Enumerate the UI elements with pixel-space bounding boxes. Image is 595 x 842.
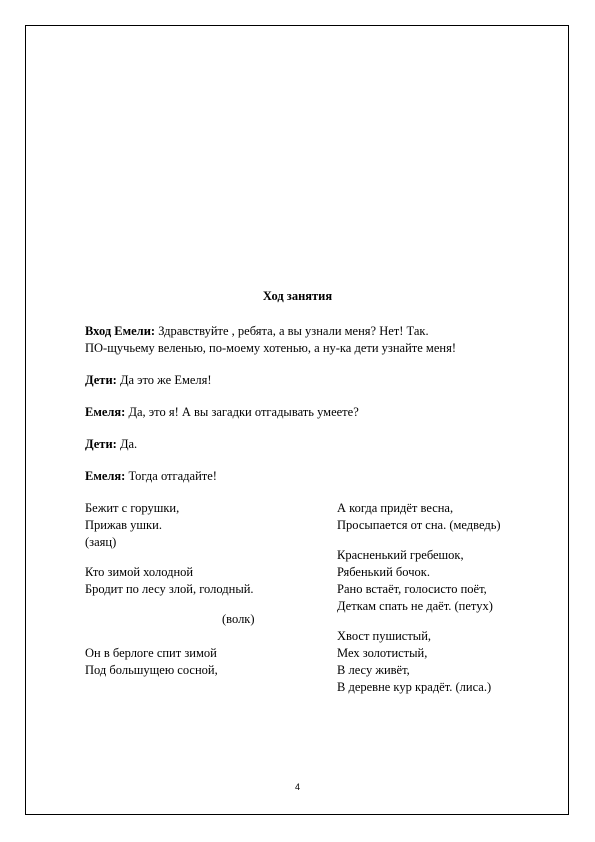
riddle-answer: (заяц) bbox=[85, 535, 117, 549]
riddle-line: Рябенький бочок. bbox=[337, 565, 430, 579]
speech-text: Тогда отгадайте! bbox=[125, 469, 217, 483]
riddle-line: Прижав ушки. bbox=[85, 518, 162, 532]
riddle-line: Хвост пушистый, bbox=[337, 629, 432, 643]
riddle-line: В деревне кур крадёт. (лиса.) bbox=[337, 680, 492, 694]
riddle-line: Мех золотистый, bbox=[337, 646, 428, 660]
dialogue-line bbox=[85, 323, 429, 340]
speaker-label: Дети: bbox=[85, 373, 117, 387]
riddle-line: Бежит с горушки, bbox=[85, 501, 180, 515]
riddle-line: Под большущею сосной, bbox=[85, 663, 218, 677]
riddle-line: Деткам спать не даёт. (петух) bbox=[337, 599, 493, 613]
speech-text: Да, это я! А вы загадки отгадывать умеете? bbox=[125, 405, 359, 419]
speech-text: Здравствуйте , ребята, а вы узнали меня? Нет! Так. bbox=[155, 324, 429, 338]
speaker-label: Емеля: bbox=[85, 405, 126, 419]
page-number: 4 bbox=[294, 782, 300, 792]
riddle-line: В лесу живёт, bbox=[337, 663, 410, 677]
dialogue-line bbox=[85, 468, 217, 485]
riddle-line: Рано встаёт, голосисто поёт, bbox=[337, 582, 487, 596]
dialogue-line bbox=[85, 372, 212, 389]
speaker-label: Емеля: bbox=[85, 469, 126, 483]
riddle-answer: (волк) bbox=[222, 612, 255, 626]
riddle-line: Просыпается от сна. (медведь) bbox=[337, 518, 501, 532]
riddle-line: Кто зимой холодной bbox=[85, 565, 194, 579]
riddle-line: А когда придёт весна, bbox=[337, 501, 454, 515]
dialogue-line: ПО-щучьему веленью, по-моему хотенью, а ну-ка дети узнайте меня! bbox=[85, 341, 456, 355]
riddle-line: Красненький гребешок, bbox=[337, 548, 464, 562]
page-title: Ход занятия bbox=[262, 289, 333, 303]
speech-text: Да. bbox=[116, 437, 138, 451]
speech-text: Да это же Емеля! bbox=[116, 373, 212, 387]
speaker-label: Вход Емели: bbox=[85, 324, 156, 338]
riddle-line: Бродит по лесу злой, голодный. bbox=[85, 582, 254, 596]
dialogue-line bbox=[85, 404, 359, 421]
riddle-line: Он в берлоге спит зимой bbox=[85, 646, 217, 660]
speaker-label: Дети: bbox=[85, 437, 117, 451]
dialogue-line bbox=[85, 436, 137, 453]
